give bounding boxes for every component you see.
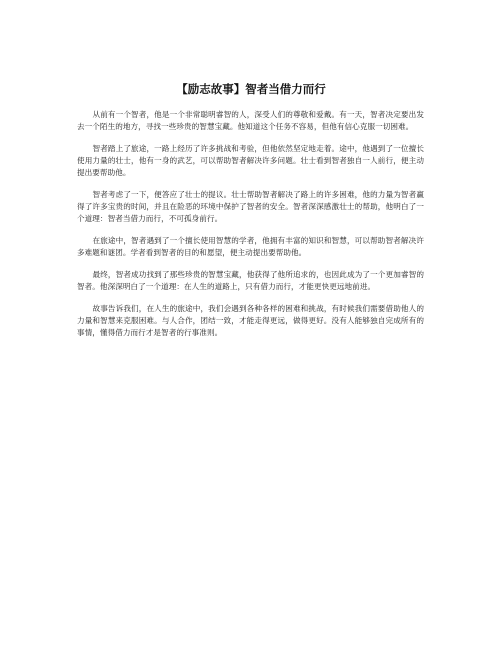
paragraph: 智者考虑了一下，便答应了壮士的提议。壮士帮助智者解决了路上的许多困难，他的力量为智者赢得了许多宝贵的时间，并且在险恶的环境中保护了智者的安全。智者深深感激壮士的帮助，他明白了一个道理：智者当借力而行，不可孤身前行。	[77, 190, 424, 224]
document-title: 【励志故事】智者当借力而行	[176, 82, 326, 96]
paragraph: 故事告诉我们，在人生的旅途中，我们会遇到各种各样的困难和挑战，有时候我们需要借助他人的力量和智慧来克服困难。与人合作，团结一致，才能走得更远，做得更好。没有人能够独自完成所有的事情，懂得借力而行才是智者的行事准则。	[77, 303, 424, 338]
paragraph: 智者踏上了旅途，一路上经历了许多挑战和考验，但他依然坚定地走着。途中，他遇到了一位擅长使用力量的壮士，他有一身的武艺，可以帮助智者解决许多问题。壮士看到智者独自一人前行，便主动提出要帮助他。	[77, 143, 424, 178]
document-body	[77, 109, 424, 349]
paragraph: 从前有一个智者，他是一个非常聪明睿智的人，深受人们的尊敬和爱戴。有一天，智者决定要出发去一个陌生的地方，寻找一些珍贵的智慧宝藏。他知道这个任务不容易，但他有信心克服一切困难。	[77, 110, 424, 132]
paragraph: 最终，智者成功找到了那些珍贵的智慧宝藏，他获得了他所追求的，也因此成为了一个更加睿智的智者。他深深明白了一个道理：在人生的道路上，只有借力而行，才能更快更远地前进。	[77, 270, 424, 292]
paragraph: 在旅途中，智者遇到了一个擅长使用智慧的学者，他拥有丰富的知识和智慧，可以帮助智者解决许多难题和谜团。学者看到智者的目的和愿望，便主动提出要帮助他。	[77, 236, 424, 258]
